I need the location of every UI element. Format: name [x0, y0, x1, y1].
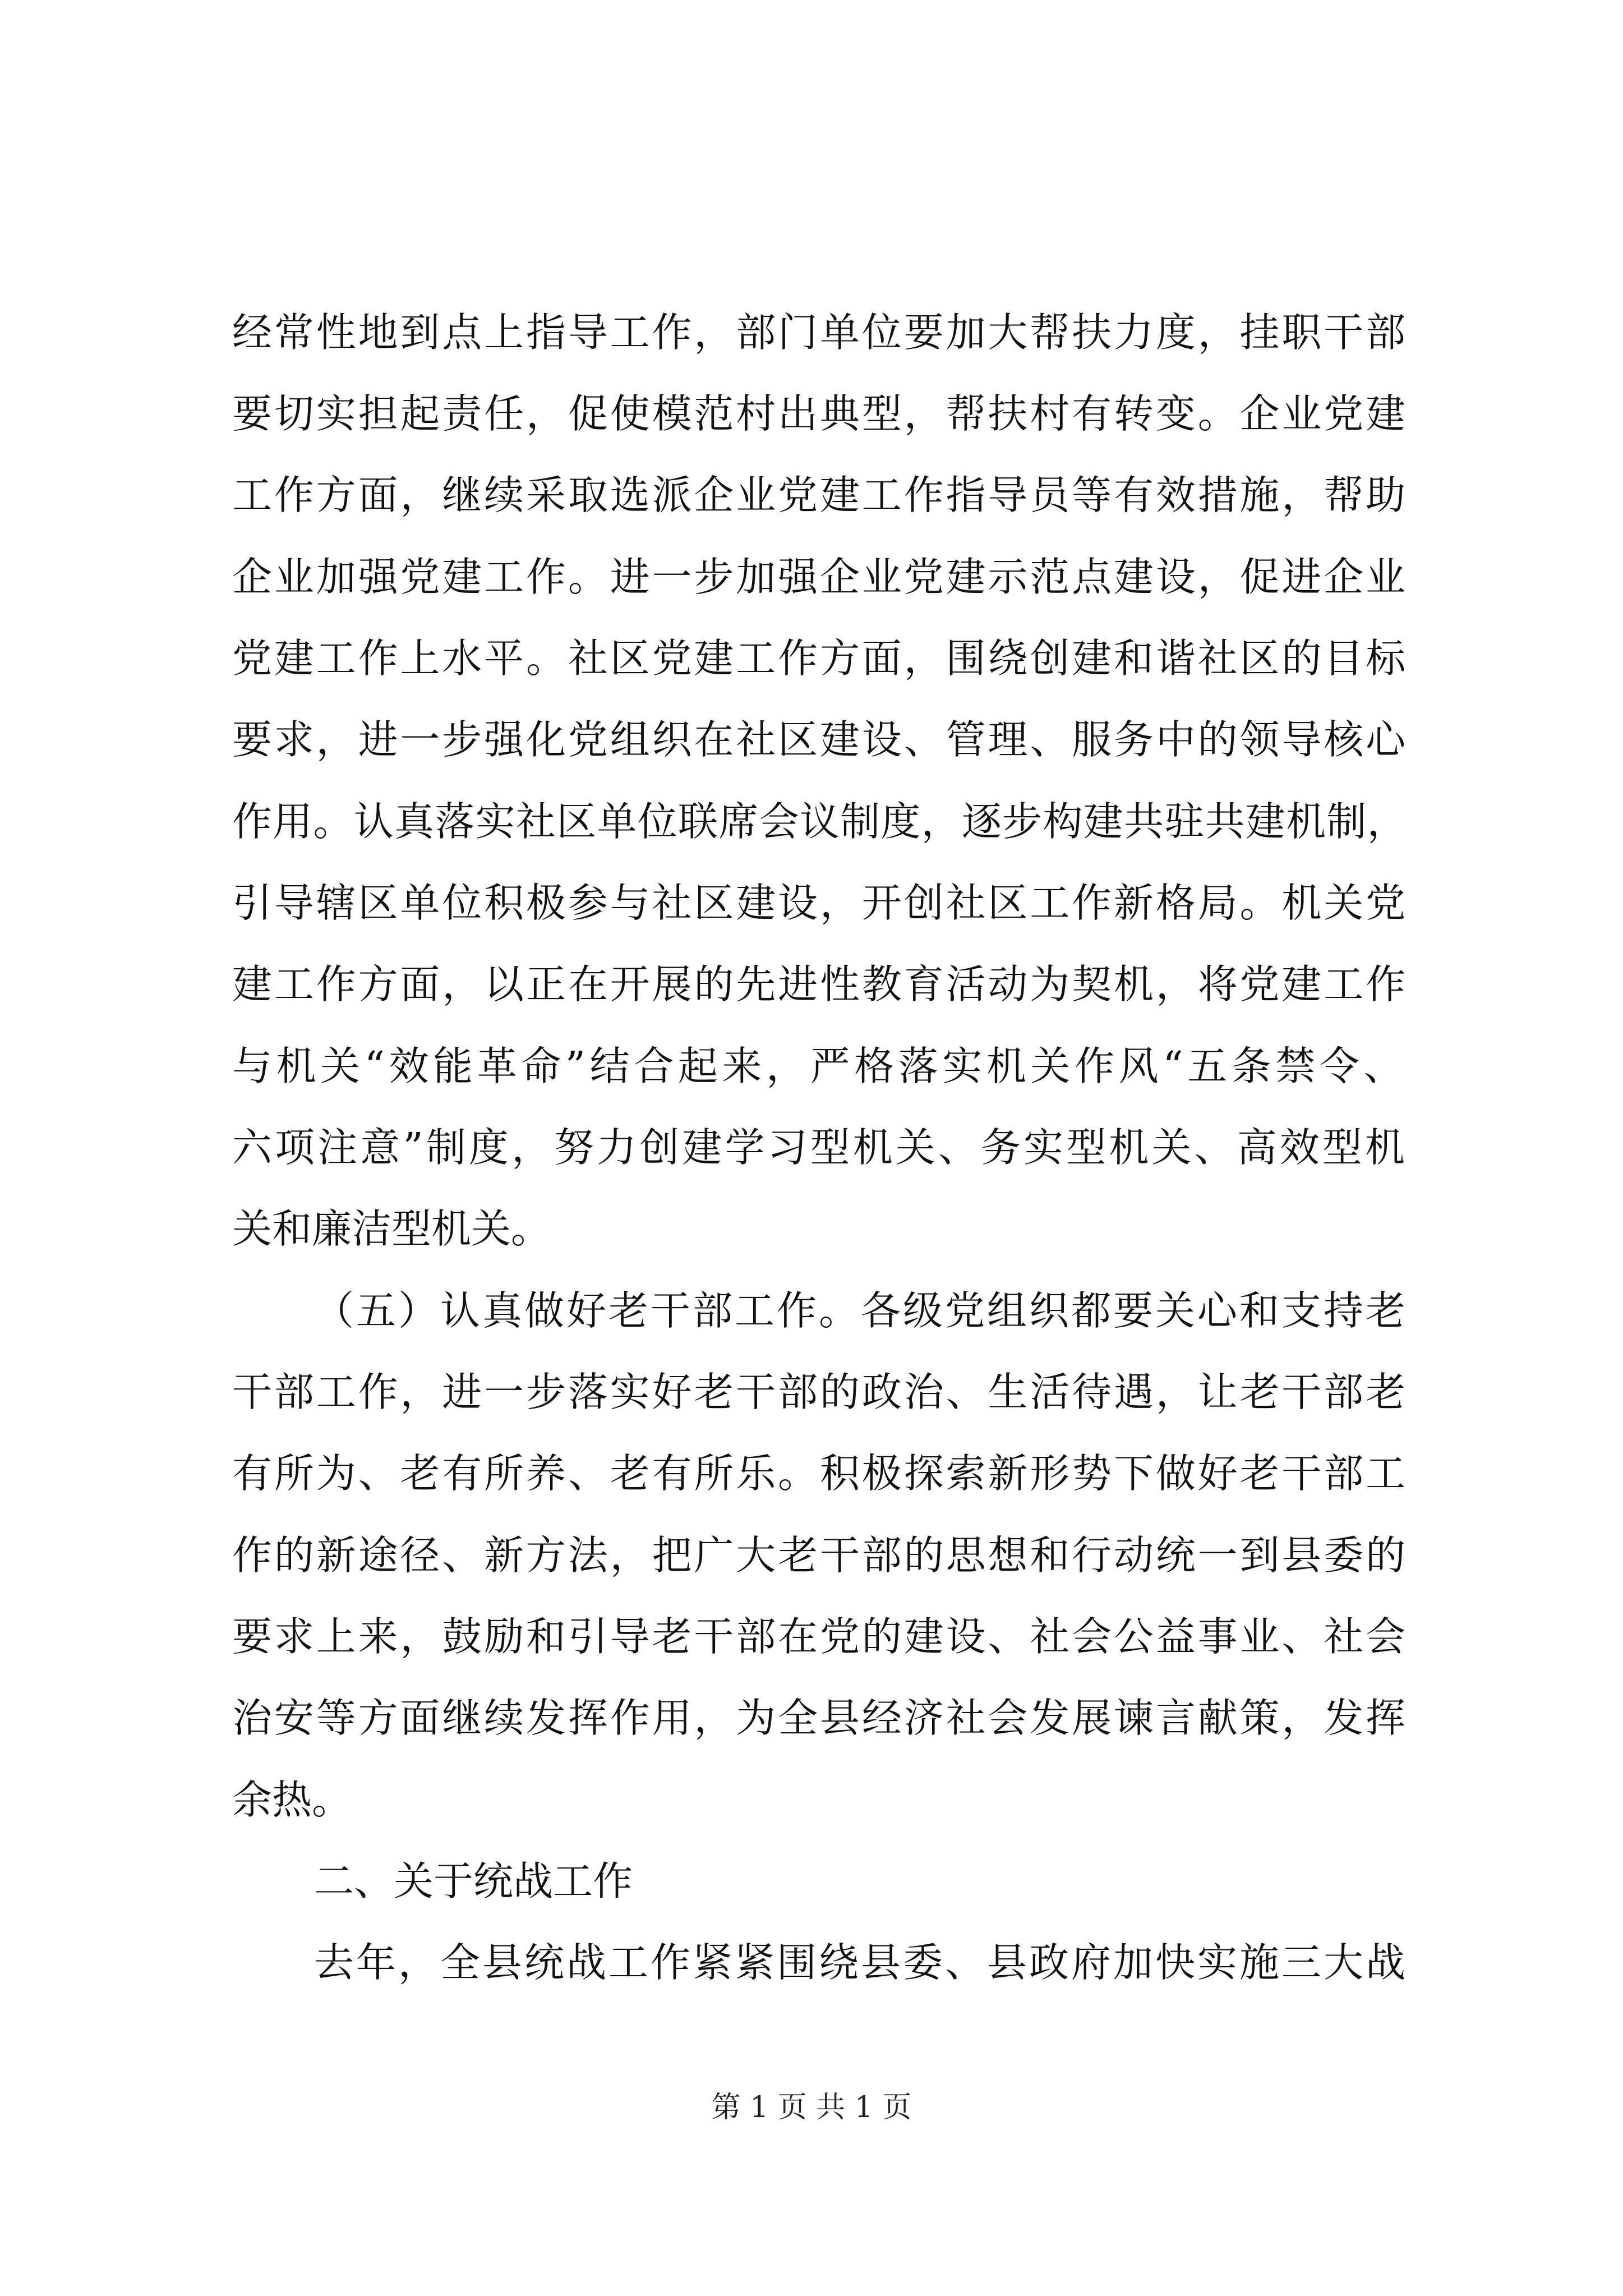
line-text: 建工作方面，以正在开展的先进性教育活动为契机，将党建工作 [232, 961, 1408, 1007]
text-line [0, 1938, 1623, 1988]
text-line [0, 1448, 1623, 1499]
page-footer: 第 1 页 共 1 页 [711, 2091, 912, 2124]
line-text: 企业加强党建工作。进一步加强企业党建示范点建设，促进企业 [232, 554, 1408, 600]
line-text: 党建工作上水平。社区党建工作方面，围绕创建和谐社区的目标 [232, 635, 1408, 682]
text-line [0, 797, 1623, 847]
text-line [0, 307, 1623, 358]
line-text: 关和廉洁型机关。 [232, 1205, 551, 1252]
text-line [0, 1204, 1623, 1254]
line-text: 有所为、老有所养、老有所乐。积极探索新形势下做好老干部工 [232, 1450, 1408, 1497]
line-text: 治安等方面继续发挥作用，为全县经济社会发展谏言献策，发挥 [232, 1695, 1408, 1741]
text-line [0, 1041, 1623, 1092]
text-line [0, 878, 1623, 928]
text-line [0, 1693, 1623, 1743]
text-line [0, 633, 1623, 684]
line-text: 引导辖区单位积极参与社区建设，开创社区工作新格局。机关党 [232, 880, 1408, 926]
line-text: 干部工作，进一步落实好老干部的政治、生活待遇，让老干部老 [232, 1369, 1408, 1415]
text-line [0, 1775, 1623, 1825]
line-text: 要求上来，鼓励和引导老干部在党的建设、社会公益事业、社会 [232, 1613, 1408, 1660]
line-text: 要切实担起责任，促使模范村出典型，帮扶村有转变。企业党建 [232, 390, 1408, 437]
text-line [0, 1367, 1623, 1418]
text-line [0, 552, 1623, 602]
line-text: 作的新途径、新方法，把广大老干部的思想和行动统一到县委的 [232, 1532, 1408, 1579]
text-line [0, 1122, 1623, 1173]
line-text: 去年，全县统战工作紧紧围绕县委、县政府加快实施三大战 [314, 1939, 1408, 1986]
line-text: 六项注意”制度，努力创建学习型机关、务实型机关、高效型机 [232, 1124, 1408, 1171]
text-line [0, 1612, 1623, 1662]
section-heading [0, 1856, 1623, 1907]
text-line [0, 715, 1623, 765]
text-line [0, 959, 1623, 1010]
section-heading-text: 二、关于统战工作 [314, 1858, 633, 1904]
line-text: （五）认真做好老干部工作。各级党组织都要关心和支持老 [314, 1287, 1408, 1334]
line-text: 工作方面，继续采取选派企业党建工作指导员等有效措施，帮助 [232, 472, 1408, 518]
line-text: 作用。认真落实社区单位联席会议制度，逐步构建共驻共建机制， [232, 798, 1408, 845]
line-text: 要求，进一步强化党组织在社区建设、管理、服务中的领导核心 [232, 716, 1408, 763]
line-text: 与机关“效能革命”结合起来，严格落实机关作风“五条禁令、 [232, 1043, 1408, 1089]
text-line [0, 1530, 1623, 1581]
line-text: 余热。 [232, 1777, 352, 1823]
line-text: 经常性地到点上指导工作，部门单位要加大帮扶力度，挂职干部 [232, 309, 1408, 356]
text-line [0, 1286, 1623, 1336]
text-line [0, 470, 1623, 521]
text-line [0, 389, 1623, 439]
